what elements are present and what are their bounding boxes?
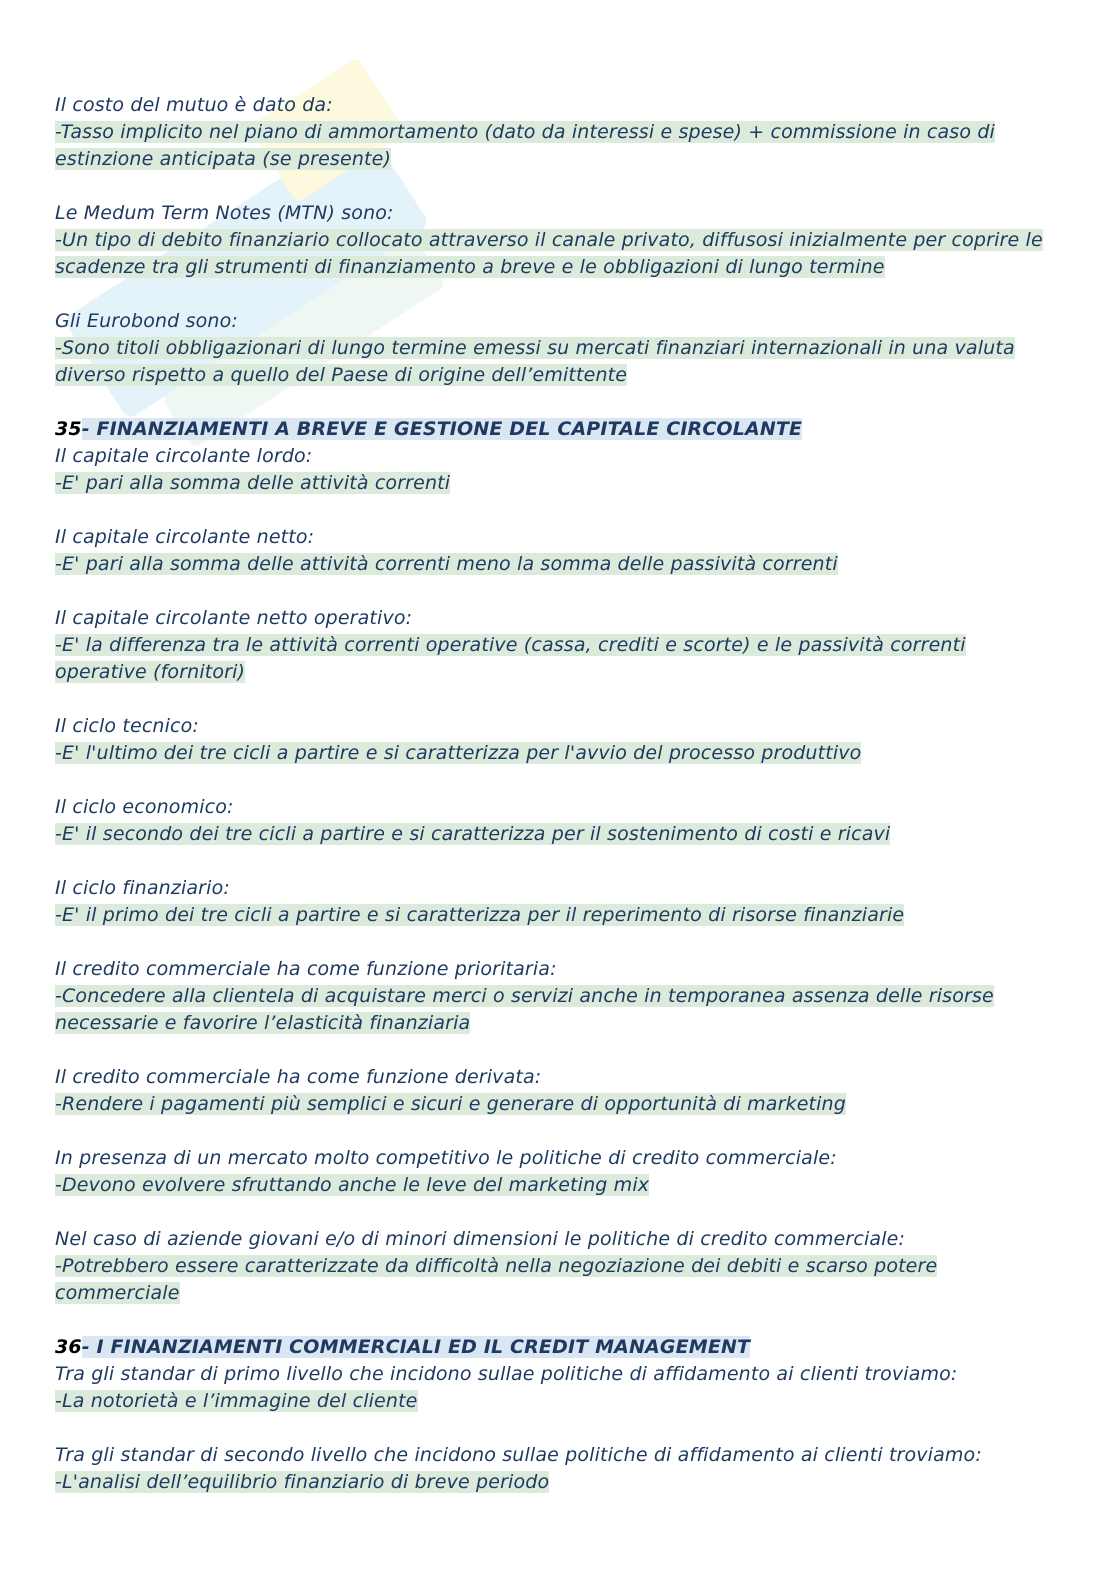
section-number: 36 <box>55 1336 82 1358</box>
answer-block <box>55 821 1055 848</box>
answer-text: -E' pari alla somma delle attività correnti <box>55 472 451 494</box>
question-text: Il ciclo finanziario: <box>55 877 230 899</box>
answer-block <box>55 902 1055 929</box>
answer-block <box>55 551 1055 578</box>
question-answer-item <box>55 794 1055 848</box>
answer-text: -Tasso implicito nel piano di ammortamento (dato da interessi e spese) + commissione in caso di estinzione anticipata (se presente) <box>55 121 995 170</box>
section-title: - I FINANZIAMENTI COMMERCIALI ED IL CREDIT MANAGEMENT <box>81 1336 751 1358</box>
answer-text: -E' l'ultimo dei tre cicli a partire e si caratterizza per l'avvio del processo produttivo <box>55 742 862 764</box>
section-heading <box>55 1334 1055 1361</box>
question-text: Il costo del mutuo è dato da: <box>55 94 333 116</box>
section-heading <box>55 416 1055 443</box>
answer-text: -E' il secondo dei tre cicli a partire e si caratterizza per il sostenimento di costi e ricavi <box>55 823 891 845</box>
question-answer-item <box>55 1226 1055 1307</box>
answer-block <box>55 227 1055 281</box>
answer-text: -E' il primo dei tre cicli a partire e si caratterizza per il reperimento di risorse finanziarie <box>55 904 905 926</box>
answer-block <box>55 1469 1055 1496</box>
answer-text: -E' pari alla somma delle attività correnti meno la somma delle passività correnti <box>55 553 838 575</box>
question-answer-item <box>55 1064 1055 1118</box>
question-text: Nel caso di aziende giovani e/o di minori dimensioni le politiche di credito commerciale: <box>55 1228 905 1250</box>
answer-block <box>55 1388 1055 1415</box>
document-body <box>55 92 1055 1496</box>
answer-text: -Rendere i pagamenti più semplici e sicuri e generare di opportunità di marketing <box>55 1093 846 1115</box>
question-answer-item <box>55 443 1055 497</box>
answer-block <box>55 1091 1055 1118</box>
question-answer-item <box>55 92 1055 173</box>
question-text: Il ciclo economico: <box>55 796 234 818</box>
answer-block <box>55 632 1055 686</box>
section-title: - FINANZIAMENTI A BREVE E GESTIONE DEL CAPITALE CIRCOLANTE <box>81 418 803 440</box>
question-answer-item <box>55 605 1055 686</box>
question-text: Il capitale circolante lordo: <box>55 445 313 467</box>
answer-text: -La notorietà e l’immagine del cliente <box>55 1390 418 1412</box>
answer-text: -L'analisi dell’equilibrio finanziario di breve periodo <box>55 1471 550 1493</box>
question-answer-item <box>55 956 1055 1037</box>
answer-text: -Devono evolvere sfruttando anche le leve del marketing mix <box>55 1174 650 1196</box>
answer-block <box>55 1253 1055 1307</box>
question-text: Il credito commerciale ha come funzione derivata: <box>55 1066 542 1088</box>
question-answer-item <box>55 1145 1055 1199</box>
answer-text: -Potrebbero essere caratterizzate da difficoltà nella negoziazione dei debiti e scarso potere commerciale <box>55 1255 938 1304</box>
question-answer-item <box>55 308 1055 389</box>
question-answer-item <box>55 875 1055 929</box>
section-number: 35 <box>55 418 82 440</box>
answer-block <box>55 1172 1055 1199</box>
answer-block <box>55 335 1055 389</box>
question-answer-item <box>55 1361 1055 1415</box>
answer-block <box>55 983 1055 1037</box>
question-text: In presenza di un mercato molto competitivo le politiche di credito commerciale: <box>55 1147 837 1169</box>
document-page <box>55 92 1055 1523</box>
question-answer-item <box>55 1442 1055 1496</box>
question-text: Il ciclo tecnico: <box>55 715 199 737</box>
question-text: Il capitale circolante netto: <box>55 526 315 548</box>
question-answer-item <box>55 524 1055 578</box>
answer-text: -Un tipo di debito finanziario collocato attraverso il canale privato, diffusosi inizialmente per coprire le scadenze tra gli strumenti di finanziamento a breve e le obbligazioni di lungo termine <box>55 229 1043 278</box>
question-text: Tra gli standar di primo livello che incidono sullae politiche di affidamento ai clienti troviamo: <box>55 1363 958 1385</box>
question-answer-item <box>55 713 1055 767</box>
answer-block <box>55 740 1055 767</box>
question-answer-item <box>55 200 1055 281</box>
answer-text: -E' la differenza tra le attività correnti operative (cassa, crediti e scorte) e le passività correnti operative (fornitori) <box>55 634 966 683</box>
answer-block <box>55 470 1055 497</box>
question-text: Gli Eurobond sono: <box>55 310 238 332</box>
answer-block <box>55 119 1055 173</box>
question-text: Tra gli standar di secondo livello che incidono sullae politiche di affidamento ai clienti troviamo: <box>55 1444 982 1466</box>
answer-text: -Concedere alla clientela di acquistare merci o servizi anche in temporanea assenza delle risorse necessarie e favorire l’elasticità finanziaria <box>55 985 994 1034</box>
question-text: Il capitale circolante netto operativo: <box>55 607 413 629</box>
answer-text: -Sono titoli obbligazionari di lungo termine emessi su mercati finanziari internazionali in una valuta diverso rispetto a quello del Paese di origine dell’emittente <box>55 337 1015 386</box>
question-text: Il credito commerciale ha come funzione prioritaria: <box>55 958 557 980</box>
question-text: Le Medum Term Notes (MTN) sono: <box>55 202 394 224</box>
